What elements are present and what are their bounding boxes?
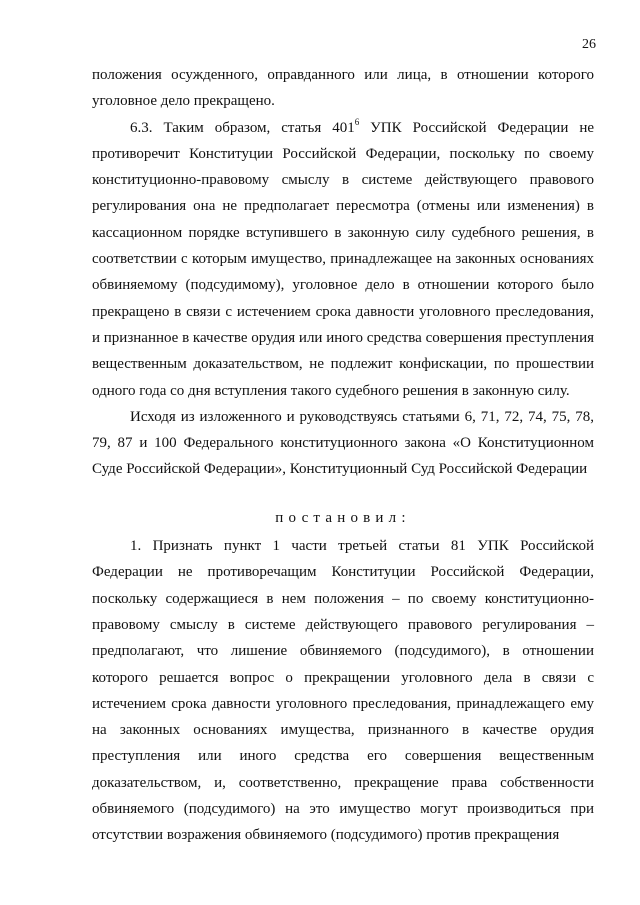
paragraph-continuation: положения осужденного, оправданного или лица, в отношении которого уголовное дело прекращено. <box>92 67 594 110</box>
page-number: 26 <box>582 37 596 52</box>
resolution-heading: постановил: <box>275 509 411 526</box>
paragraph-6-3-rest: УПК Российской Федерации не противоречит Конституции Российской Федерации, поскольку по своему конституционно-правовому смыслу в системе действующего правового регулирования она не предполагает пересмотра (отмены или изменения) в кассационном порядке вступившего в законную силу судебного решения, в соответствии с которым имущество, принадлежащее на законных основаниях обвиняемому (подсудимому), уголовное дело в отношении которого было прекращено в связи с истечением срока давности уголовного преследования, и признанное в качестве орудия или иного средства совершения преступления вещественным доказательством, не подлежит конфискации, по прошествии одного года со дня вступления такого судебного решения в законную силу. <box>92 119 594 399</box>
paragraph-6-3-start: 6.3. Таким образом, статья 401 <box>130 119 355 136</box>
paragraph-6-3 <box>92 115 594 404</box>
paragraph-grounds: Исходя из изложенного и руководствуясь статьями 6, 71, 72, 74, 75, 78, 79, 87 и 100 Федерального конституционного закона «О Конституционном Суде Российской Федерации», Конституционный Суд Российской Федерации <box>92 408 594 478</box>
document-body <box>92 62 594 849</box>
article-superscript: 6 <box>354 116 360 127</box>
resolution-item-1: 1. Признать пункт 1 части третьей статьи 81 УПК Российской Федерации не противоречащим Конституции Российской Федерации, поскольку содержащиеся в нем положения – по своему конституционно-правовому смыслу в системе действующего правового регулирования – предполагают, что лишение обвиняемого (подсудимого), в отношении которого решается вопрос о прекращении уголовного дела в связи с истечением срока давности уголовного преследования, принадлежащего ему на законных основаниях имущества, признанного в качестве орудия преступления или иного средства его совершения вещественным доказательством, и, соответственно, прекращение права собственности обвиняемого (подсудимого) на это имущество могут производиться при отсутствии возражения обвиняемого (подсудимого) против прекращения <box>92 538 594 844</box>
